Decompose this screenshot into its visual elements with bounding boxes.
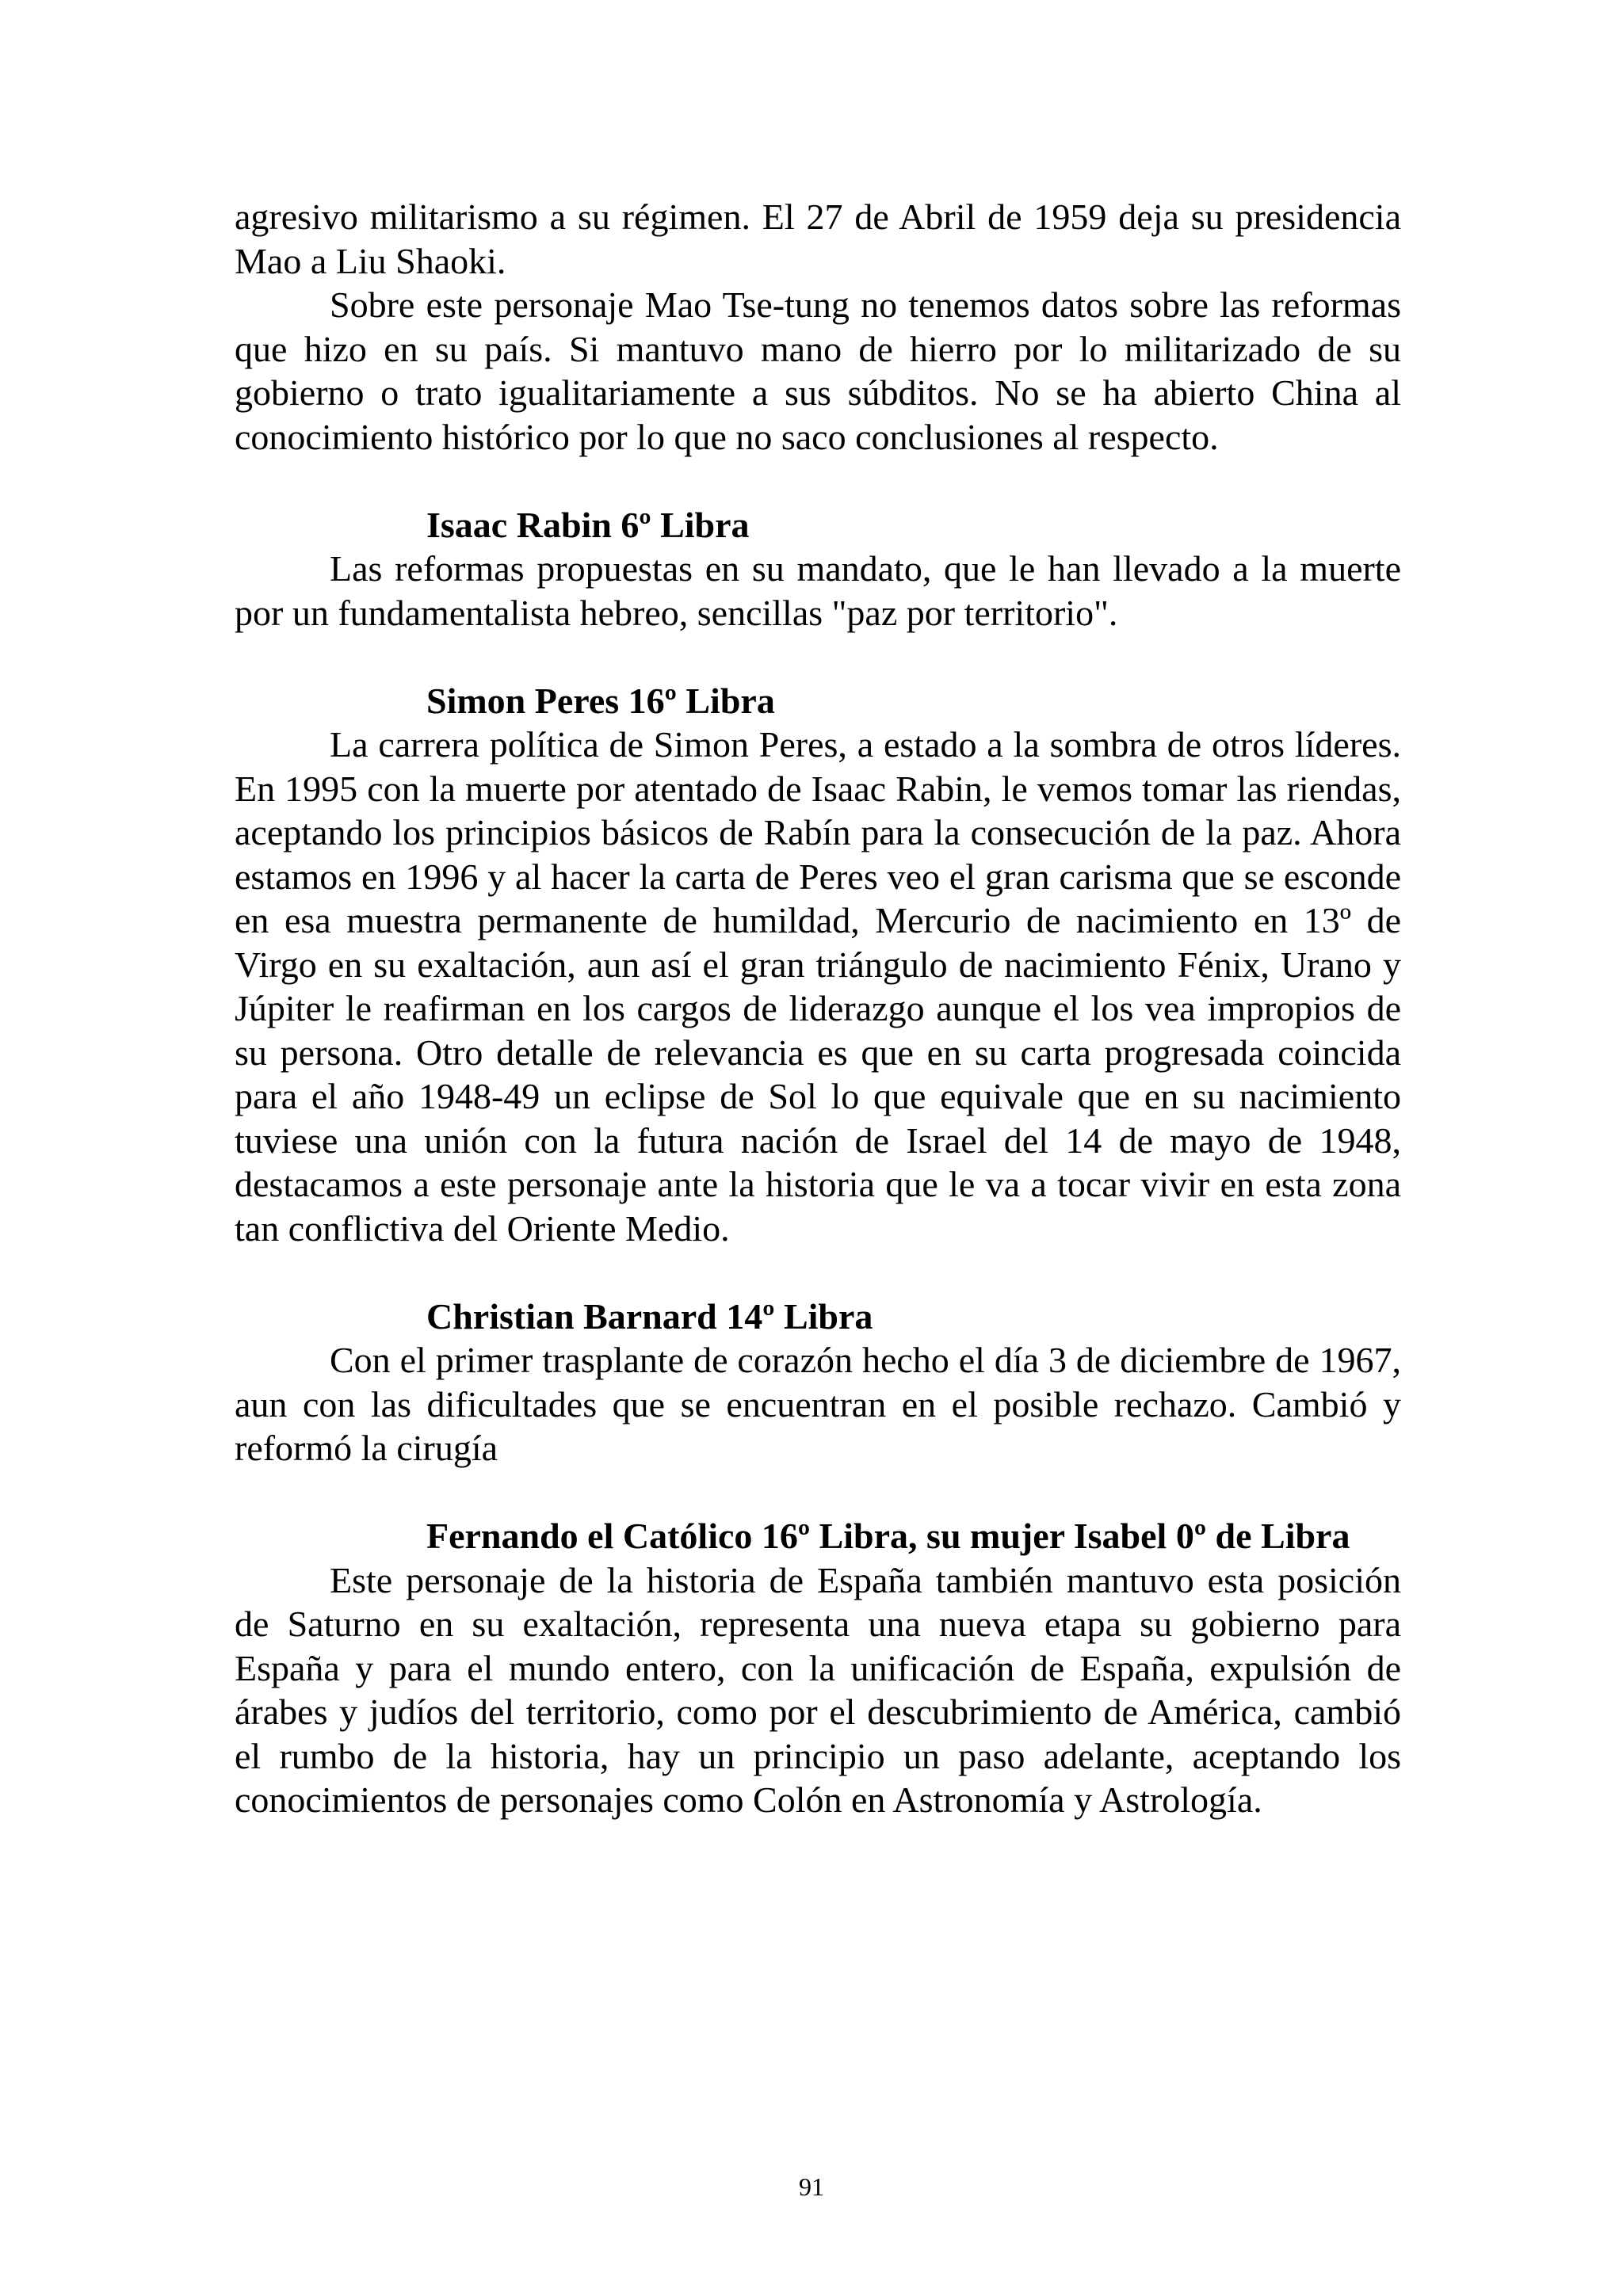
section-heading: Isaac Rabin 6º Libra (426, 504, 750, 545)
section-isaac-rabin (235, 503, 1401, 635)
section-heading: Simon Peres 16º Libra (426, 680, 775, 721)
section-fernando-el-catolico (235, 1514, 1401, 1822)
section-body: La carrera política de Simon Peres, a estado a la sombra de otros líderes. En 1995 con la muerte por atentado de Isaac Rabin, le vemos tomar las riendas, aceptando los principios básicos de Rabín para la consecución de la paz. Ahora estamos en 1996 y al hacer la carta de Peres veo el gran carisma que se esconde en esa muestra permanente de humildad, Mercurio de nacimiento en 13º de Virgo en su exaltación, aun así el gran triángulo de nacimiento Fénix, Urano y Júpiter le reafirman en los cargos de liderazgo aunque el los vea impropios de su persona. Otro detalle de relevancia es que en su carta progresada coincida para el año 1948-49 un eclipse de Sol lo que equivale que en su nacimiento tuviese una unión con la futura nación de Israel del 14 de mayo de 1948, destacamos a este personaje ante la historia que le va a tocar vivir en esta zona tan conflictiva del Oriente Medio. (235, 724, 1401, 1249)
page-body (235, 195, 1401, 1822)
section-simon-peres (235, 679, 1401, 1251)
section-heading: Christian Barnard 14º Libra (426, 1295, 873, 1337)
section-body: Las reformas propuestas en su mandato, que le han llevado a la muerte por un fundamentalista hebreo, sencillas "paz por territorio". (235, 548, 1401, 633)
section-christian-barnard (235, 1295, 1401, 1470)
section-heading: Fernando el Católico 16º Libra, su mujer Isabel 0º de Libra (426, 1516, 1350, 1556)
intro-paragraph-mao: Sobre este personaje Mao Tse-tung no tenemos datos sobre las reformas que hizo en su país. Si mantuvo mano de hierro por lo militarizado de su gobierno o trato igualitariamente a sus súbditos. No se ha abierto China al conocimiento histórico por lo que no saco conclusiones al respecto. (235, 284, 1401, 457)
section-body: Con el primer trasplante de corazón hecho el día 3 de diciembre de 1967, aun con las dificultades que se encuentran en el posible rechazo. Cambió y reformó la cirugía (235, 1340, 1401, 1468)
section-body: Este personaje de la historia de España también mantuvo esta posición de Saturno en su exaltación, representa una nueva etapa su gobierno para España y para el mundo entero, con la unificación de España, expulsión de árabes y judíos del territorio, como por el descubrimiento de América, cambió el rumbo de la historia, hay un principio un paso adelante, aceptando los conocimientos de personajes como Colón en Astronomía y Astrología. (235, 1559, 1401, 1820)
page-number: 91 (799, 2172, 824, 2201)
intro-paragraph-continued: agresivo militarismo a su régimen. El 27 de Abril de 1959 deja su presidencia Mao a Liu Shaoki. (235, 196, 1401, 281)
